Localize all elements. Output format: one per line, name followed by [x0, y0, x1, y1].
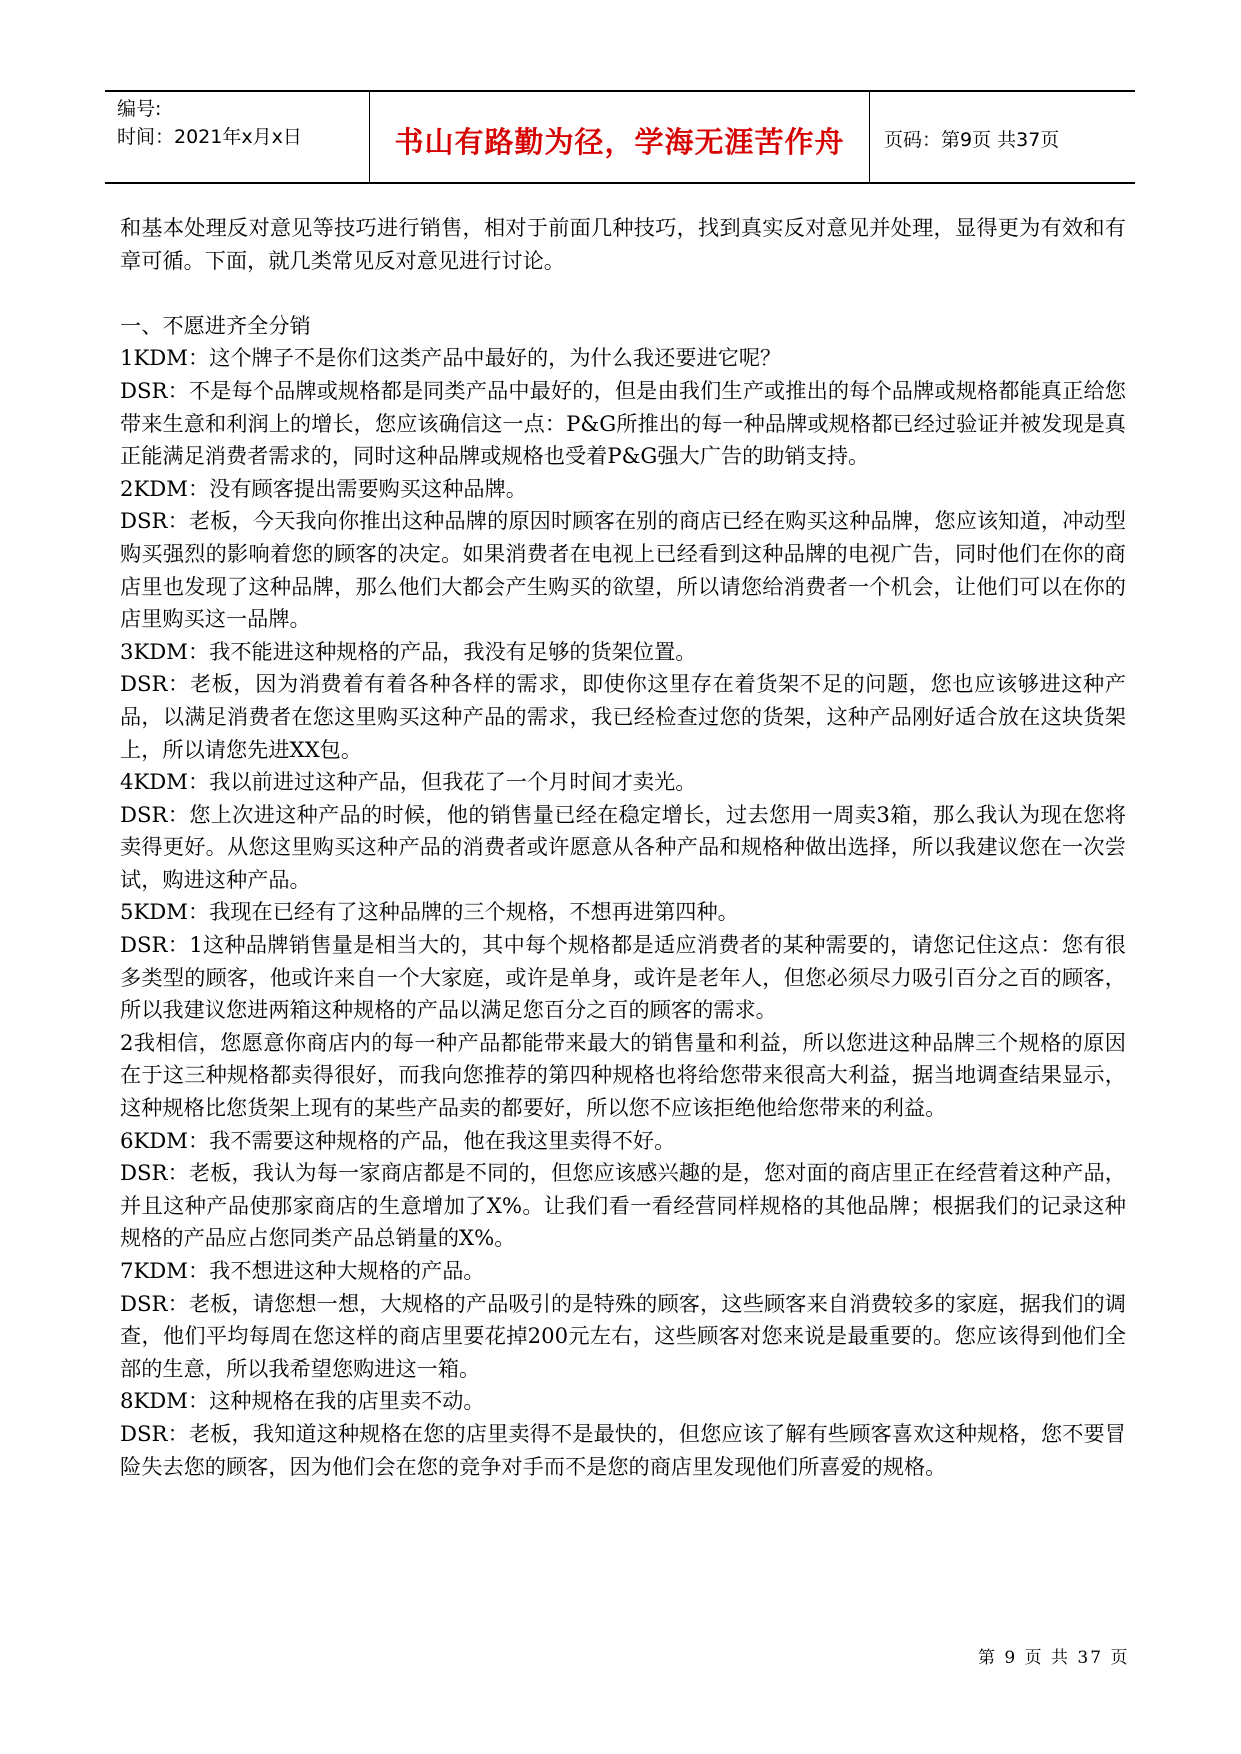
paragraph-8kdm: 8KDM：这种规格在我的店里卖不动。 — [120, 1388, 485, 1414]
paragraph-dsr-7: DSR：老板，请您想一想，大规格的产品吸引的是特殊的顾客，这些顾客来自消费较多的家庭，据我们的调查，他们平均每周在您这样的商店里要花掉200元左右，这些顾客对您来说是最重要的。您应该得到他们全部的生意，所以我希望您购进这一箱。 — [120, 1290, 1126, 1381]
paragraph-dsr-2: DSR：老板，今天我向你推出这种品牌的原因时顾客在别的商店已经在购买这种品牌，您应该知道，冲动型购买强烈的影响着您的顾客的决定。如果消费者在电视上已经看到这种品牌的电视广告，同时他们在你的商店里也发现了这种品牌，那么他们大都会产生购买的欲望，所以请您给消费者一个机会，让他们可以在你的店里购买这一品牌。 — [120, 508, 1126, 632]
paragraph-dsr-6: DSR：老板，我认为每一家商店都是不同的，但您应该感兴趣的是，您对面的商店里正在经营着这种产品，并且这种产品使那家商店的生意增加了X%。让我们看一看经营同样规格的其他品牌；根据我们的记录这种规格的产品应占您同类产品总销量的X%。 — [120, 1160, 1126, 1251]
header-number: 编号: — [117, 98, 162, 120]
paragraph-dsr-3: DSR：老板，因为消费着有着各种各样的需求，即使你这里存在着货架不足的问题，您也应该够进这种产品，以满足消费者在您这里购买这种产品的需求，我已经检查过您的货架，这种产品刚好适合放在这块货架上，所以请您先进XX包。 — [120, 671, 1126, 762]
paragraph-5kdm: 5KDM：我现在已经有了这种品牌的三个规格，不想再进第四种。 — [120, 899, 739, 925]
paragraph-2kdm: 2KDM：没有顾客提出需要购买这种品牌。 — [120, 475, 527, 501]
paragraph-1kdm: 1KDM：这个牌子不是你们这类产品中最好的，为什么我还要进它呢？ — [120, 345, 782, 371]
page-footer: 第 9 页 共 37 页 — [978, 1648, 1130, 1668]
document-body — [120, 212, 1126, 1483]
paragraph-spacer — [120, 277, 1126, 310]
page-header — [105, 90, 1135, 184]
paragraph-dsr-8: DSR：老板，我知道这种规格在您的店里卖得不是最快的，但您应该了解有些顾客喜欢这种规格，您不要冒险失去您的顾客，因为他们会在您的竞争对手而不是您的商店里发现他们所喜爱的规格。 — [120, 1420, 1126, 1479]
section-title: 一、不愿进齐全分销 — [120, 312, 311, 338]
paragraph-dsr-4: DSR：您上次进这种产品的时候，他的销售量已经在稳定增长，过去您用一周卖3箱，那么我认为现在您将卖得更好。从您这里购买这种产品的消费者或许愿意从各种产品和规格种做出选择，所以我建议您在一次尝试，购进这种产品。 — [120, 801, 1126, 892]
paragraph-4kdm: 4KDM：我以前进过这种产品，但我花了一个月时间才卖光。 — [120, 769, 697, 795]
header-time: 时间：2021年x月x日 — [117, 126, 302, 148]
paragraph-6kdm: 6KDM：我不需要这种规格的产品，他在我这里卖得不好。 — [120, 1127, 676, 1153]
intro-paragraph: 和基本处理反对意见等技巧进行销售，相对于前面几种技巧，找到真实反对意见并处理，显得更为有效和有章可循。下面，就几类常见反对意见进行讨论。 — [120, 215, 1126, 273]
paragraph-dsr-1: DSR：不是每个品牌或规格都是同类产品中最好的，但是由我们生产或推出的每个品牌或规格都能真正给您带来生意和利润上的增长，您应该确信这一点：P&G所推出的每一种品牌或规格都已经过验证并被发现是真正能满足消费者需求的，同时这种品牌或规格也受着P&G强大广告的助销支持。 — [120, 377, 1126, 469]
header-meta — [105, 92, 370, 182]
paragraph-3kdm: 3KDM：我不能进这种规格的产品，我没有足够的货架位置。 — [120, 638, 697, 664]
paragraph-dsr-5b: 2我相信，您愿意你商店内的每一种产品都能带来最大的销售量和利益，所以您进这种品牌三个规格的原因在于这三种规格都卖得很好，而我向您推荐的第四种规格也将给您带来很高大利益，据当地调查结果显示，这种规格比您货架上现有的某些产品卖的都要好，所以您不应该拒绝他给您带来的利益。 — [120, 1029, 1126, 1121]
header-motto: 书山有路勤为径，学海无涯苦作舟 — [370, 92, 870, 182]
header-page-number: 页码：第9页 共37页 — [884, 129, 1060, 151]
paragraph-dsr-5a: DSR：1这种品牌销售量是相当大的，其中每个规格都是适应消费者的某种需要的，请您记住这点：您有很多类型的顾客，他或许来自一个大家庭，或许是单身，或许是老年人，但您必须尽力吸引百分之百的顾客，所以我建议您进两箱这种规格的产品以满足您百分之百的顾客的需求。 — [120, 932, 1126, 1023]
paragraph-7kdm: 7KDM：我不想进这种大规格的产品。 — [120, 1258, 485, 1283]
